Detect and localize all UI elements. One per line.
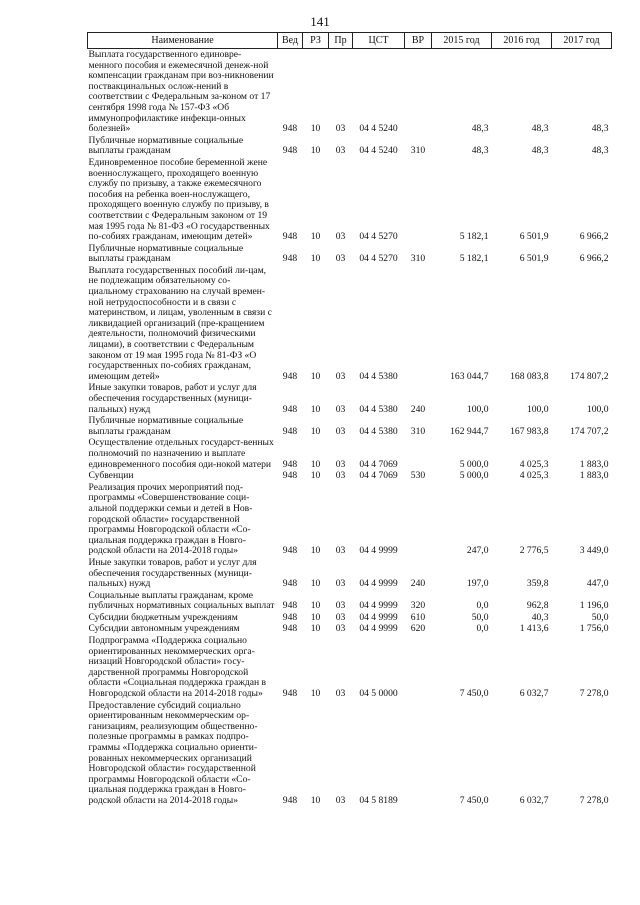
- row-value-2015: 0,0: [476, 600, 489, 612]
- row-value-2017: 3 449,0: [579, 545, 609, 557]
- row-vr: [405, 49, 432, 135]
- row-value-2016: 6 032,7: [519, 688, 549, 700]
- row-rz: 10: [310, 578, 321, 590]
- row-ved: 948: [282, 688, 298, 700]
- row-rz: 10: [310, 403, 321, 415]
- row-value-2015: 50,0: [471, 611, 489, 623]
- row-vr: 610: [410, 611, 426, 623]
- row-value-2017: 1 756,0: [579, 623, 609, 635]
- row-ved: 948: [282, 425, 298, 437]
- table-row: [88, 243, 612, 265]
- table-row: [88, 590, 612, 612]
- row-vr: [405, 265, 432, 383]
- row-value-2017: 6 966,2: [579, 231, 609, 243]
- row-vr: [405, 635, 432, 700]
- row-vr: 240: [410, 403, 426, 415]
- row-rz: 10: [310, 123, 321, 135]
- row-vr: 310: [410, 253, 426, 265]
- row-name: Иные закупки товаров, работ и услуг для обеспечения государственных (муници-пальных) нужд: [88, 382, 257, 415]
- row-pr: 03: [335, 403, 346, 415]
- row-value-2016: 1 413,6: [519, 623, 549, 635]
- row-vr: [405, 700, 432, 807]
- row-name: Субсидии автономным учреждениям: [88, 623, 240, 635]
- row-cst: 04 4 9999: [359, 578, 398, 590]
- row-name: Иные закупки товаров, работ и услуг для обеспечения государственных (муници-пальных) нужд: [88, 556, 257, 590]
- row-pr: 03: [335, 578, 346, 590]
- row-value-2016: 168 083,8: [510, 370, 549, 382]
- table-row: [88, 49, 612, 135]
- row-pr: 03: [335, 231, 346, 243]
- row-value-2016: 48,3: [531, 123, 549, 135]
- row-cst: 04 4 9999: [359, 600, 398, 612]
- row-value-2017: 50,0: [591, 611, 609, 623]
- row-ved: 948: [282, 545, 298, 557]
- row-name: Реализация прочих мероприятий под-программы «Совершенствование соци-альной поддержки семьи и детей в Нов-городской области» государственной программы Новгородской области «Со-циальная поддержка граждан в Новго-родской области на 2014-2018 годы»: [88, 481, 253, 557]
- row-ved: 948: [282, 794, 298, 806]
- row-vr: [405, 157, 432, 243]
- col-header-2015: 2015 год: [432, 33, 492, 49]
- row-rz: 10: [310, 145, 321, 157]
- row-ved: 948: [282, 623, 298, 635]
- row-name: Публичные нормативные социальные выплаты гражданам: [88, 134, 244, 157]
- row-ved: 948: [282, 470, 298, 482]
- row-value-2017: 7 278,0: [579, 688, 609, 700]
- row-vr: 530: [410, 470, 426, 482]
- row-rz: 10: [310, 600, 321, 612]
- row-vr: 620: [410, 623, 426, 635]
- row-name: Единовременное пособие беременной жене военнослужащего, проходящего военную службу по призыву, а также ежемесячного пособия на ребенка воен-нослужащего, проходящего военную службу по призыву, в соответствии с Федеральным законом от 19 мая 1995 года № 81-ФЗ «О государственных по-собиях гражданам, имеющим детей»: [88, 156, 270, 243]
- row-value-2015: 247,0: [466, 545, 489, 557]
- table-header-row: [88, 33, 612, 49]
- table-row: [88, 415, 612, 437]
- row-value-2017: 174 707,2: [570, 425, 609, 437]
- row-value-2015: 7 450,0: [459, 794, 489, 806]
- row-pr: 03: [335, 123, 346, 135]
- row-rz: 10: [310, 253, 321, 265]
- table-row: [88, 157, 612, 243]
- row-vr: [405, 437, 432, 470]
- row-name: Социальные выплаты гражданам, кроме публичных нормативных социальных выплат: [88, 589, 275, 612]
- row-rz: 10: [310, 470, 321, 482]
- row-pr: 03: [335, 794, 346, 806]
- row-ved: 948: [282, 231, 298, 243]
- row-pr: 03: [335, 145, 346, 157]
- row-value-2016: 359,8: [526, 578, 549, 590]
- row-ved: 948: [282, 458, 298, 470]
- row-value-2015: 5 182,1: [459, 253, 489, 265]
- row-name: Субсидии бюджетным учреждениям: [88, 611, 238, 623]
- row-name: Публичные нормативные социальные выплаты гражданам: [88, 242, 244, 265]
- row-value-2017: 100,0: [586, 403, 609, 415]
- row-value-2017: 174 807,2: [570, 370, 609, 382]
- table-row: [88, 135, 612, 157]
- row-pr: 03: [335, 545, 346, 557]
- row-value-2015: 5 000,0: [459, 458, 489, 470]
- row-value-2017: 1 883,0: [579, 470, 609, 482]
- row-cst: 04 4 5380: [359, 425, 398, 437]
- page-number: 141: [310, 14, 330, 29]
- row-value-2017: 48,3: [591, 123, 609, 135]
- row-value-2017: 447,0: [586, 578, 609, 590]
- table-row: [88, 557, 612, 590]
- col-header-vr: ВР: [405, 33, 432, 49]
- row-value-2016: 6 032,7: [519, 794, 549, 806]
- row-value-2017: 1 196,0: [579, 600, 609, 612]
- row-value-2015: 0,0: [476, 623, 489, 635]
- col-header-pr: Пр: [329, 33, 353, 49]
- col-header-name: Наименование: [88, 33, 278, 49]
- row-value-2016: 100,0: [526, 403, 549, 415]
- row-cst: 04 4 9999: [359, 545, 398, 557]
- row-value-2016: 167 983,8: [510, 425, 549, 437]
- row-value-2015: 7 450,0: [459, 688, 489, 700]
- row-vr: 310: [410, 145, 426, 157]
- row-vr: 240: [410, 578, 426, 590]
- row-value-2015: 5 000,0: [459, 470, 489, 482]
- row-ved: 948: [282, 123, 298, 135]
- row-value-2017: 1 883,0: [579, 458, 609, 470]
- row-rz: 10: [310, 458, 321, 470]
- row-cst: 04 4 7069: [359, 458, 398, 470]
- row-ved: 948: [282, 403, 298, 415]
- row-pr: 03: [335, 370, 346, 382]
- row-name: Выплата государственных пособий ли-цам, не подлежащим обязательному со-циальному страхованию на случай времен-ной нетрудоспособности и в связи с материнством, и лицам, уволенным в связи с ликвидацией организаций (пре-кращением деятельности, полномочий физическими лицами), в соответствии с Федеральным законом от 19 мая 1995 года № 81-ФЗ «О государственных по-собиях гражданам, имеющим детей»: [88, 264, 272, 382]
- row-ved: 948: [282, 253, 298, 265]
- row-cst: 04 4 9999: [359, 623, 398, 635]
- row-pr: 03: [335, 470, 346, 482]
- row-ved: 948: [282, 600, 298, 612]
- table-row: [88, 482, 612, 557]
- row-rz: 10: [310, 545, 321, 557]
- row-value-2016: 48,3: [531, 145, 549, 157]
- row-value-2016: 962,8: [526, 600, 549, 612]
- row-value-2015: 48,3: [471, 145, 489, 157]
- row-name: Выплата государственного единовре-менного пособия и ежемесячной денеж-ной компенсации гражданам при воз-никновении поствакцинальных ослож-нений в соответствии с Федеральным за-коном от 17 сентября 1998 года № 157-ФЗ «Об иммунопрофилактике инфекци-онных болезней»: [88, 49, 274, 135]
- row-value-2015: 163 044,7: [450, 370, 489, 382]
- col-header-ved: Вед: [278, 33, 303, 49]
- row-pr: 03: [335, 611, 346, 623]
- row-cst: 04 4 5240: [359, 123, 398, 135]
- row-value-2015: 197,0: [466, 578, 489, 590]
- row-value-2015: 162 944,7: [450, 425, 489, 437]
- row-cst: 04 4 5270: [359, 253, 398, 265]
- row-value-2016: 6 501,9: [519, 253, 549, 265]
- row-vr: 310: [410, 425, 426, 437]
- row-value-2015: 100,0: [466, 403, 489, 415]
- row-value-2017: 6 966,2: [579, 253, 609, 265]
- row-value-2016: 40,3: [531, 611, 549, 623]
- table-row: [88, 623, 612, 635]
- row-cst: 04 4 9999: [359, 611, 398, 623]
- row-ved: 948: [282, 370, 298, 382]
- col-header-2017: 2017 год: [552, 33, 612, 49]
- row-rz: 10: [310, 425, 321, 437]
- col-header-rz: РЗ: [303, 33, 329, 49]
- row-ved: 948: [282, 145, 298, 157]
- row-vr: [405, 482, 432, 557]
- row-cst: 04 4 5270: [359, 231, 398, 243]
- row-pr: 03: [335, 425, 346, 437]
- row-value-2015: 5 182,1: [459, 231, 489, 243]
- row-rz: 10: [310, 794, 321, 806]
- row-cst: 04 4 5380: [359, 403, 398, 415]
- row-cst: 04 4 7069: [359, 470, 398, 482]
- row-pr: 03: [335, 688, 346, 700]
- table-row: [88, 382, 612, 415]
- row-pr: 03: [335, 623, 346, 635]
- row-ved: 948: [282, 578, 298, 590]
- row-value-2017: 7 278,0: [579, 794, 609, 806]
- row-name: Публичные нормативные социальные выплаты гражданам: [88, 415, 244, 437]
- row-rz: 10: [310, 611, 321, 623]
- table-row: [88, 635, 612, 700]
- row-value-2017: 48,3: [591, 145, 609, 157]
- table-row: [88, 470, 612, 482]
- row-name: Предоставление субсидий социально ориентированным некоммерческим ор-ганизациям, реализующим общественно-полезные программы в рамках подпро-граммы «Поддержка социально ориенти-рованных некоммерческих организаций Новгородской области» государственной программы Новгородской области «Со-циальная поддержка граждан в Новго-родской области на 2014-2018 годы»: [88, 699, 258, 806]
- row-value-2016: 6 501,9: [519, 231, 549, 243]
- row-rz: 10: [310, 370, 321, 382]
- row-rz: 10: [310, 623, 321, 635]
- row-pr: 03: [335, 253, 346, 265]
- row-rz: 10: [310, 231, 321, 243]
- col-header-cst: ЦСТ: [353, 33, 405, 49]
- col-header-2016: 2016 год: [492, 33, 552, 49]
- row-vr: 320: [410, 600, 426, 612]
- row-ved: 948: [282, 611, 298, 623]
- row-name: Субвенции: [88, 470, 134, 482]
- row-name: Осуществление отдельных государст-венных полномочий по назначению и выплате единовременного пособия оди-нокой матери: [88, 437, 274, 470]
- row-cst: 04 5 8189: [359, 794, 398, 806]
- row-name: Подпрограмма «Поддержка социально ориентированных некоммерческих орга-низаций Новгородской области» госу-дарственной программы Новгородской области «Социальная поддержка граждан в Новгородской области на 2014-2018 годы»: [88, 635, 267, 700]
- row-cst: 04 4 5380: [359, 370, 398, 382]
- table-row: [88, 437, 612, 470]
- row-value-2016: 2 776,5: [519, 545, 549, 557]
- row-pr: 03: [335, 458, 346, 470]
- row-value-2016: 4 025,3: [519, 470, 549, 482]
- row-value-2015: 48,3: [471, 123, 489, 135]
- row-cst: 04 4 5240: [359, 145, 398, 157]
- table-row: [88, 612, 612, 624]
- row-cst: 04 5 0000: [359, 688, 398, 700]
- budget-table: [87, 32, 612, 807]
- table-row: [88, 700, 612, 807]
- row-value-2016: 4 025,3: [519, 458, 549, 470]
- row-pr: 03: [335, 600, 346, 612]
- table-row: [88, 265, 612, 383]
- row-rz: 10: [310, 688, 321, 700]
